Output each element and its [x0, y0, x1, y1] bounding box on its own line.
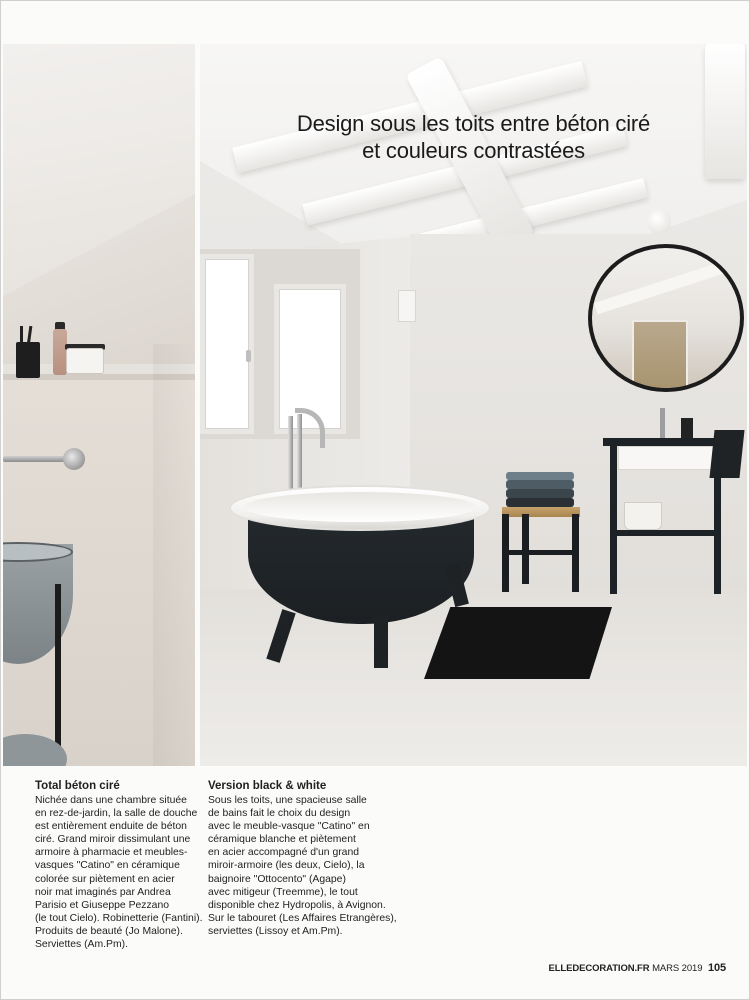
caption-right-body: Sous les toits, une spacieuse salle de bains fait le choix du design avec le meuble-vasque "Catino" en céramique blanche et piètement en acier accompagné d'un grand miroir-armoire (les deux, Cielo), la baignoire "Ottocento" (Agape) avec mitigeur (Treemme), le tout disponible chez Hydropolis, à Avignon. Sur le tabouret (Les Affaires Etrangères), serviettes (Lissoy et Am.Pm).	[208, 795, 397, 937]
caption-right	[208, 779, 408, 938]
left-bathroom-photo	[3, 44, 195, 766]
reflected-beam	[594, 254, 744, 315]
catino-washbasin	[618, 446, 716, 470]
vanity-leg	[714, 444, 721, 594]
headline-line-1: Design sous les toits entre béton ciré	[296, 111, 651, 136]
stool-seat	[502, 507, 580, 517]
page-folio	[548, 962, 726, 974]
reflected-door	[632, 320, 688, 390]
folded-towel	[506, 489, 574, 498]
bathtub-interior	[244, 492, 476, 522]
black-bath-mat	[424, 607, 612, 679]
folio-website: ELLEDECORATION.FR	[548, 963, 650, 974]
left-photo-shadow	[153, 344, 195, 766]
faucet-spout	[3, 456, 65, 462]
folded-towel	[506, 498, 574, 507]
caption-left	[35, 779, 210, 951]
window-pane-left	[200, 254, 254, 434]
caption-left-body: Nichée dans une chambre située en rez-de-jardin, la salle de douche est entièrement enduite de béton ciré. Grand miroir dissimulant une armoire à pharmacie et meubles- vasques "Catino" en céramique colorée sur piètement en acier noir mat imaginés par Andrea Parisio et Giuseppe Pezzano (le tout Cielo). Robinetterie (Fantini). Produits de beauté (Jo Malone). Serviettes (Am.Pm).	[35, 795, 203, 951]
vanity-cup	[681, 418, 693, 438]
black-tumbler	[16, 342, 40, 378]
beauty-bottle	[53, 329, 67, 375]
article-headline	[200, 110, 747, 164]
wall-faucet	[3, 448, 83, 470]
page-number: 105	[707, 962, 726, 974]
headline-line-2: et couleurs contrastées	[362, 138, 585, 163]
candle-jar	[66, 348, 104, 374]
caption-left-title: Total béton ciré	[35, 780, 120, 792]
globe-ceiling-lamp	[647, 210, 671, 234]
folded-towel	[506, 472, 574, 480]
white-basket	[624, 502, 662, 530]
vanity-leg	[55, 584, 61, 766]
faucet-knob	[63, 448, 85, 470]
folded-towel	[506, 480, 574, 489]
vanity-shelf	[610, 530, 720, 536]
wall-sconce	[398, 290, 416, 322]
vanity-leg	[610, 444, 617, 594]
vanity-top-frame	[603, 438, 721, 446]
window-handle	[246, 350, 251, 362]
bathtub-foot	[374, 616, 388, 668]
folio-issue: MARS 2019	[652, 963, 703, 974]
stool-leg	[522, 514, 529, 584]
round-mirror-cabinet	[588, 244, 744, 392]
stool-rung	[502, 550, 578, 555]
caption-right-title: Version black & white	[208, 780, 327, 792]
vanity-faucet	[660, 408, 665, 440]
